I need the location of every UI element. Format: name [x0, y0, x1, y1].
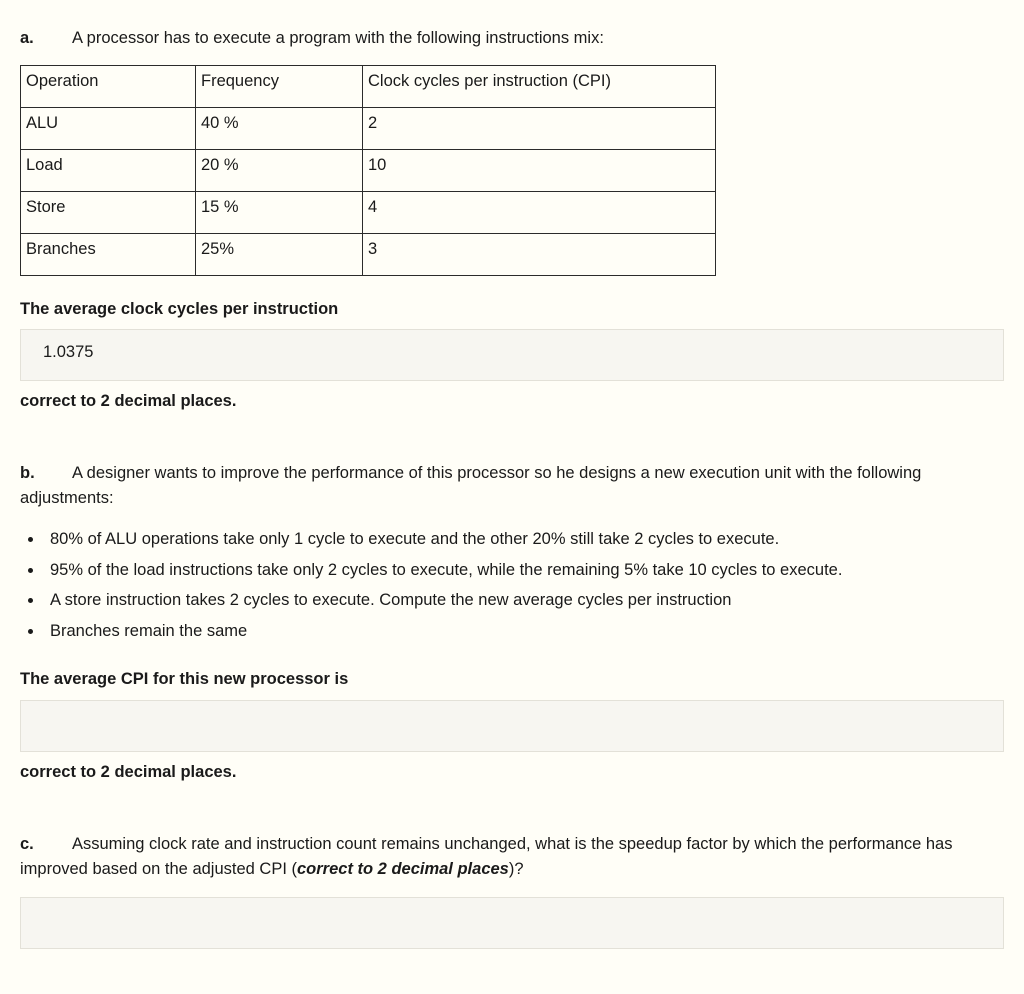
cell-frequency: 25% — [196, 233, 363, 275]
part-c-text-before: Assuming clock rate and instruction count remains unchanged, what is the speedup factor by which the performance has improved based on the adjusted CPI ( — [20, 834, 953, 879]
question-part-a — [20, 26, 1004, 411]
list-item: • 80% of ALU operations take only 1 cycle to execute and the other 20% still take 2 cycles to execute. — [44, 524, 1004, 555]
table-row — [21, 233, 716, 275]
part-b-prompt — [20, 461, 1004, 511]
part-a-answer-suffix: correct to 2 decimal places. — [20, 391, 237, 410]
list-item: • A store instruction takes 2 cycles to execute. Compute the new average cycles per instruction — [44, 585, 1004, 616]
part-c-answer-input[interactable] — [20, 897, 1004, 949]
part-a-answer-input[interactable]: 1.0375 — [20, 329, 1004, 381]
part-c-emphasis: correct to 2 decimal places — [297, 860, 509, 879]
cell-operation: Load — [21, 149, 196, 191]
instruction-mix-table — [20, 65, 716, 276]
part-b-label: b. — [20, 463, 35, 482]
cell-cpi: 3 — [363, 233, 716, 275]
part-b-answer-suffix: correct to 2 decimal places. — [20, 762, 237, 781]
cell-frequency: 40 % — [196, 107, 363, 149]
table-row — [21, 191, 716, 233]
part-b-answer-input[interactable] — [20, 700, 1004, 752]
part-a-label: a. — [20, 29, 34, 47]
question-part-b — [20, 461, 1004, 782]
cell-operation: Branches — [21, 233, 196, 275]
table-header-cpi: Clock cycles per instruction (CPI) — [363, 65, 716, 107]
table-header-row — [21, 65, 716, 107]
part-a-answer-prompt: The average clock cycles per instruction — [20, 299, 339, 318]
cell-frequency: 20 % — [196, 149, 363, 191]
part-b-text: A designer wants to improve the performance of this processor so he designs a new execution unit with the following adjustments: — [20, 463, 922, 507]
table-header-frequency: Frequency — [196, 65, 363, 107]
spacer — [20, 417, 1004, 461]
cell-frequency: 15 % — [196, 191, 363, 233]
part-c-prompt — [20, 832, 1004, 883]
part-c-label: c. — [20, 834, 34, 853]
question-part-c — [20, 832, 1004, 949]
cell-cpi: 2 — [363, 107, 716, 149]
part-b-answer-prompt: The average CPI for this new processor is — [20, 670, 349, 689]
part-a-prompt — [20, 26, 1004, 51]
cell-operation: ALU — [21, 107, 196, 149]
cell-operation: Store — [21, 191, 196, 233]
cell-cpi: 4 — [363, 191, 716, 233]
list-item: • 95% of the load instructions take only 2 cycles to execute, while the remaining 5% take 10 cycles to execute. — [44, 555, 1004, 586]
table-row — [21, 149, 716, 191]
list-item: • Branches remain the same — [44, 616, 1004, 647]
part-a-text: A processor has to execute a program with the following instructions mix: — [72, 29, 604, 47]
part-c-text-after: )? — [508, 860, 524, 879]
table-row — [21, 107, 716, 149]
spacer — [20, 883, 1004, 897]
spacer — [20, 788, 1004, 832]
table-header-operation: Operation — [21, 65, 196, 107]
part-b-adjustments-list — [20, 524, 1004, 646]
cell-cpi: 10 — [363, 149, 716, 191]
